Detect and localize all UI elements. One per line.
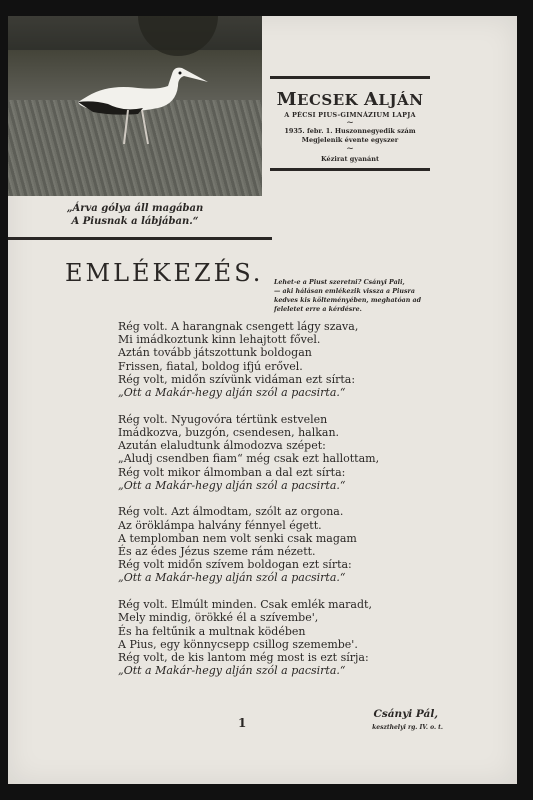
poem-line: Aztán tovább játszottunk boldogan — [118, 346, 312, 360]
author-class-note: keszthelyi rg. IV. o. t. — [372, 724, 443, 731]
stanza — [118, 320, 418, 399]
stork-photo — [8, 16, 262, 196]
caption-line-2: A Piusnak a lábjában.“ — [71, 216, 199, 227]
masthead-rule-bottom — [270, 168, 430, 171]
magazine-title — [270, 89, 430, 110]
poem-line: Mi imádkoztunk kinn lehajtott fővel. — [118, 333, 321, 347]
title-initial-m: M — [276, 89, 298, 110]
poem-line: „Aludj csendben fiam“ még csak ezt hallottam, — [118, 452, 380, 466]
poem-line: Azután elaludtunk álmodozva szépet: — [118, 439, 326, 453]
intro-line: kedves kis költeményében, meghatóan ad — [274, 297, 421, 304]
caption-line-1: „Árva gólya áll magában — [66, 203, 204, 214]
stanza — [118, 505, 418, 584]
masthead — [270, 76, 430, 171]
poem-line: A Pius, egy könnycsepp csillog szemembe'. — [118, 637, 358, 651]
title-part-1: ECSEK — [297, 91, 364, 109]
stanza — [118, 413, 418, 492]
poem-refrain: „Ott a Makár-hegy alján szól a pacsirta.“ — [118, 571, 346, 585]
photo-caption — [8, 202, 262, 228]
poem-line: Imádkozva, buzgón, csendesen, halkan. — [118, 425, 340, 439]
poem-line: Rég volt, midőn szívünk vidáman ezt sírta: — [118, 372, 356, 386]
manuscript-note: Kézirat gyanánt — [321, 155, 379, 163]
tilde-ornament-2: ~ — [346, 144, 354, 154]
frequency-line: Megjelenik évente egyszer — [301, 136, 399, 144]
stanza — [118, 598, 418, 677]
magazine-page — [8, 16, 517, 784]
title-part-2: LJÁN — [378, 91, 424, 109]
poem-refrain: „Ott a Makár-hegy alján szól a pacsirta.“ — [118, 664, 346, 678]
poem-refrain: „Ott a Makár-hegy alján szól a pacsirta.“ — [118, 386, 346, 400]
poem-line: Mely mindig, örökké él a szívembe', — [118, 611, 319, 625]
poem-line: Rég volt, de kis lantom még most is ezt sírja: — [118, 650, 369, 664]
magazine-subtitle: A PÉCSI PIUS-GIMNÁZIUM LAPJA — [284, 111, 416, 119]
tilde-ornament: ~ — [346, 118, 354, 128]
poem-line: Rég volt midőn szívem boldogan ezt sírta: — [118, 558, 352, 572]
article-intro — [274, 278, 444, 314]
issue-line: 1935. febr. 1. Huszonnegyedik szám — [284, 127, 416, 135]
poem-line: Az öröklámpa halvány fénnyel égett. — [118, 518, 322, 532]
intro-line: feleletet erre a kérdésre. — [274, 306, 362, 313]
poem-line: És ha feltűnik a multnak ködében — [118, 624, 306, 638]
poem-line: Rég volt mikor álmomban a dal ezt sírta: — [118, 465, 346, 479]
poem-line: Rég volt. Azt álmodtam, szólt az orgona. — [118, 505, 344, 519]
poem-line: Rég volt. A harangnak csengett lágy szava, — [118, 320, 359, 333]
poem-line: A templomban nem volt senki csak magam — [118, 531, 357, 545]
intro-line: — aki hálásan emlékezik vissza a Piusra — [274, 288, 415, 295]
page-number: 1 — [238, 716, 247, 730]
article-title: EMLÉKEZÉS. — [65, 259, 264, 287]
stork-icon — [68, 56, 208, 146]
poem — [118, 320, 418, 691]
intro-line: Lehet-e a Piust szeretni? Csányi Pali, — [274, 279, 405, 286]
author-signature: Csányi Pál, — [373, 708, 438, 720]
poem-line: Rég volt. Nyugovóra tértünk estvelen — [118, 412, 328, 426]
poem-line: És az édes Jézus szeme rám nézett. — [118, 545, 316, 559]
title-initial-a: A — [363, 89, 379, 110]
poem-line: Rég volt. Elmúlt minden. Csak emlék maradt, — [118, 598, 372, 612]
poem-refrain: „Ott a Makár-hegy alján szól a pacsirta.“ — [118, 478, 346, 492]
divider-rule — [8, 237, 272, 240]
poem-line: Frissen, fiatal, boldog ifjú erővel. — [118, 359, 303, 373]
masthead-rule-top — [270, 76, 430, 79]
